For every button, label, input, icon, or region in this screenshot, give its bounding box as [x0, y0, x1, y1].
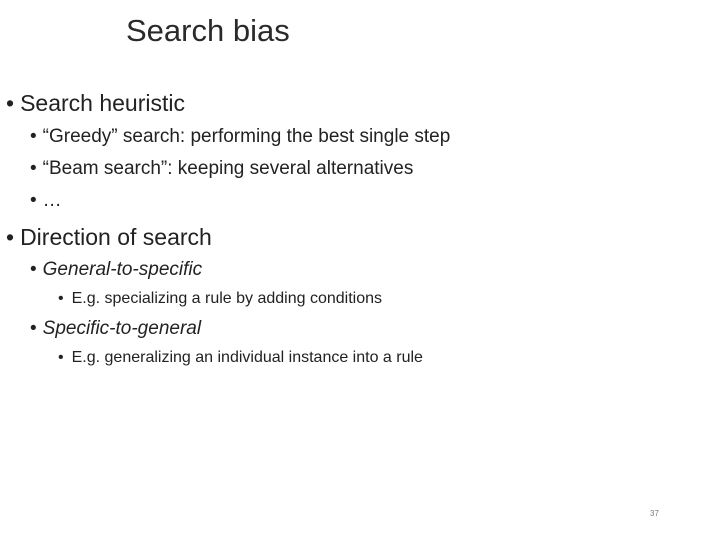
bullet-generalizing-instance — [58, 347, 423, 369]
bullet-marker: • — [30, 318, 37, 339]
bullet-text: Search heuristic — [20, 90, 185, 116]
bullet-text: Specific-to-general — [42, 318, 202, 339]
bullet-marker: • — [58, 349, 64, 366]
bullet-marker: • — [6, 224, 15, 250]
bullet-text: E.g. generalizing an individual instance into a rule — [71, 349, 423, 366]
bullet-text: E.g. specializing a rule by adding conditions — [71, 290, 383, 307]
bullet-ellipsis — [30, 188, 62, 214]
bullet-marker: • — [6, 90, 15, 116]
bullet-specializing-rule — [58, 288, 382, 310]
bullet-marker: • — [30, 259, 37, 280]
bullet-greedy-search — [30, 124, 450, 150]
bullet-marker: • — [30, 126, 37, 147]
bullet-text: “Beam search”: keeping several alternatives — [42, 158, 414, 179]
slide-title: Search bias — [126, 13, 290, 48]
bullet-general-to-specific — [30, 257, 202, 283]
bullet-marker: • — [30, 158, 37, 179]
page-number: 37 — [650, 509, 659, 518]
bullet-beam-search — [30, 156, 413, 182]
bullet-specific-to-general — [30, 316, 201, 342]
bullet-direction-of-search — [6, 222, 212, 252]
bullet-text: Direction of search — [20, 224, 212, 250]
bullet-text: General-to-specific — [42, 259, 203, 280]
bullet-text: … — [42, 190, 62, 211]
bullet-marker: • — [58, 290, 64, 307]
bullet-marker: • — [30, 190, 37, 211]
bullet-text: “Greedy” search: performing the best single step — [42, 126, 451, 147]
bullet-search-heuristic — [6, 88, 185, 118]
